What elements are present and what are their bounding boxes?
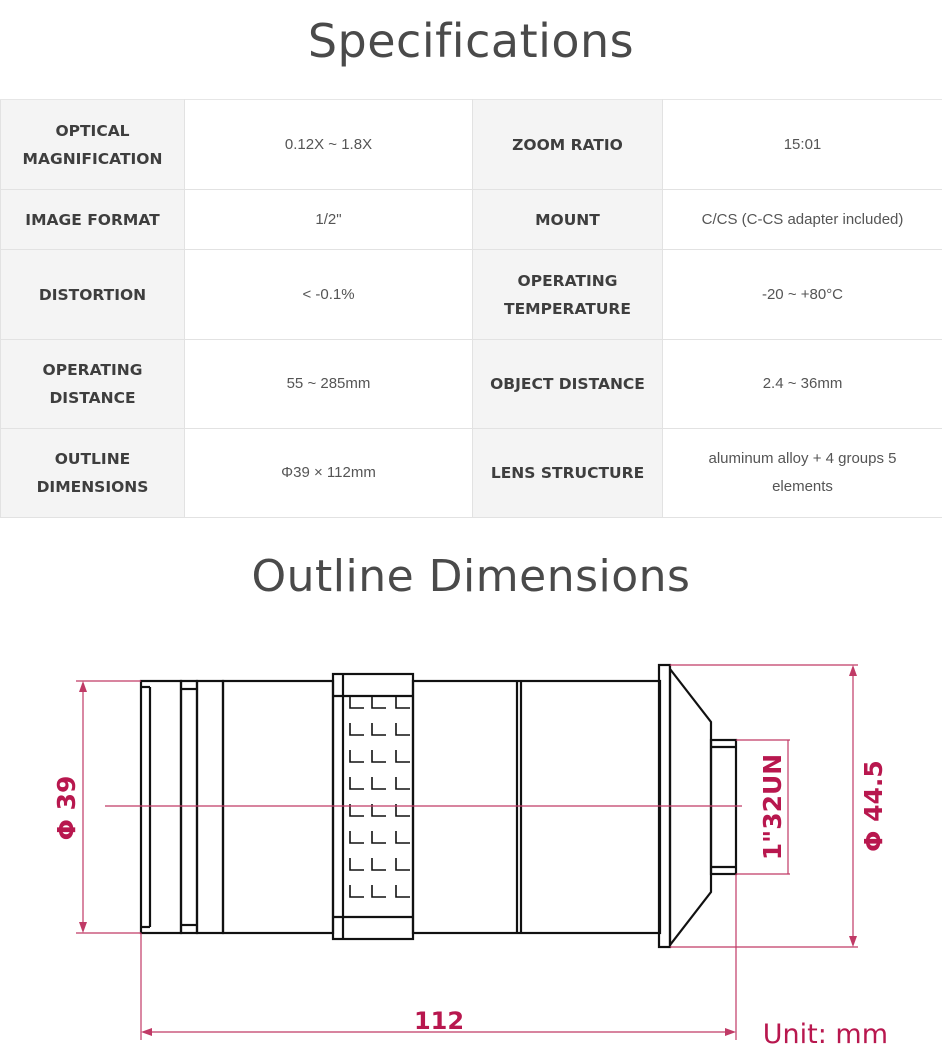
knurl-mark (350, 831, 364, 843)
knurl-mark (396, 858, 410, 870)
spec-value: -20 ~ +80°C (663, 250, 942, 340)
knurl-mark (372, 858, 386, 870)
spec-key: OPERATING DISTANCE (1, 340, 185, 429)
diameter-front-label: Φ 44.5 (859, 760, 888, 852)
specifications-title: Specifications (307, 14, 635, 68)
spec-value: 0.12X ~ 1.8X (185, 100, 473, 190)
spec-value: Φ39 × 112mm (185, 429, 473, 518)
unit-label: Unit: mm (762, 1019, 888, 1050)
knurl-mark (372, 777, 386, 789)
knurl-mark (372, 885, 386, 897)
dimension-arrows (79, 665, 857, 1036)
specifications-table (0, 99, 942, 518)
knurl-mark (372, 831, 386, 843)
table-row (1, 100, 942, 190)
knurl-mark (396, 750, 410, 762)
spec-value: 2.4 ~ 36mm (663, 340, 942, 429)
knurl-mark (350, 696, 364, 708)
knurl-mark (350, 858, 364, 870)
spec-key: OPERATING TEMPERATURE (473, 250, 663, 340)
knurl-mark (396, 831, 410, 843)
lens-outline-drawing (0, 640, 942, 1060)
knurl-mark (396, 777, 410, 789)
knurl-mark (350, 885, 364, 897)
knurl-mark (396, 696, 410, 708)
spec-key: OPTICAL MAGNIFICATION (1, 100, 185, 190)
thread-label: 1"32UN (758, 753, 787, 861)
knurl-mark (350, 750, 364, 762)
spec-key: OUTLINE DIMENSIONS (1, 429, 185, 518)
spec-key: IMAGE FORMAT (1, 190, 185, 250)
spec-key: OBJECT DISTANCE (473, 340, 663, 429)
spec-key: ZOOM RATIO (473, 100, 663, 190)
knurl-pattern (350, 696, 410, 897)
dimension-lines (76, 665, 858, 1040)
spec-value: < -0.1% (185, 250, 473, 340)
spec-value: 1/2" (185, 190, 473, 250)
knurl-mark (372, 696, 386, 708)
knurl-mark (396, 723, 410, 735)
spec-key: LENS STRUCTURE (473, 429, 663, 518)
length-label: 112 (413, 1007, 465, 1035)
table-row (1, 429, 942, 518)
knurl-mark (372, 750, 386, 762)
knurl-mark (350, 723, 364, 735)
table-row (1, 250, 942, 340)
spec-value: 55 ~ 285mm (185, 340, 473, 429)
spec-value: aluminum alloy + 4 groups 5 elements (663, 429, 942, 518)
spec-key: DISTORTION (1, 250, 185, 340)
spec-value: C/CS (C-CS adapter included) (663, 190, 942, 250)
spec-value: 15:01 (663, 100, 942, 190)
outline-dimensions-title: Outline Dimensions (251, 551, 691, 602)
spec-key: MOUNT (473, 190, 663, 250)
knurl-mark (350, 777, 364, 789)
table-row (1, 190, 942, 250)
knurl-mark (396, 885, 410, 897)
diameter-body-label: Φ 39 (52, 775, 81, 841)
knurl-mark (372, 723, 386, 735)
table-row (1, 340, 942, 429)
